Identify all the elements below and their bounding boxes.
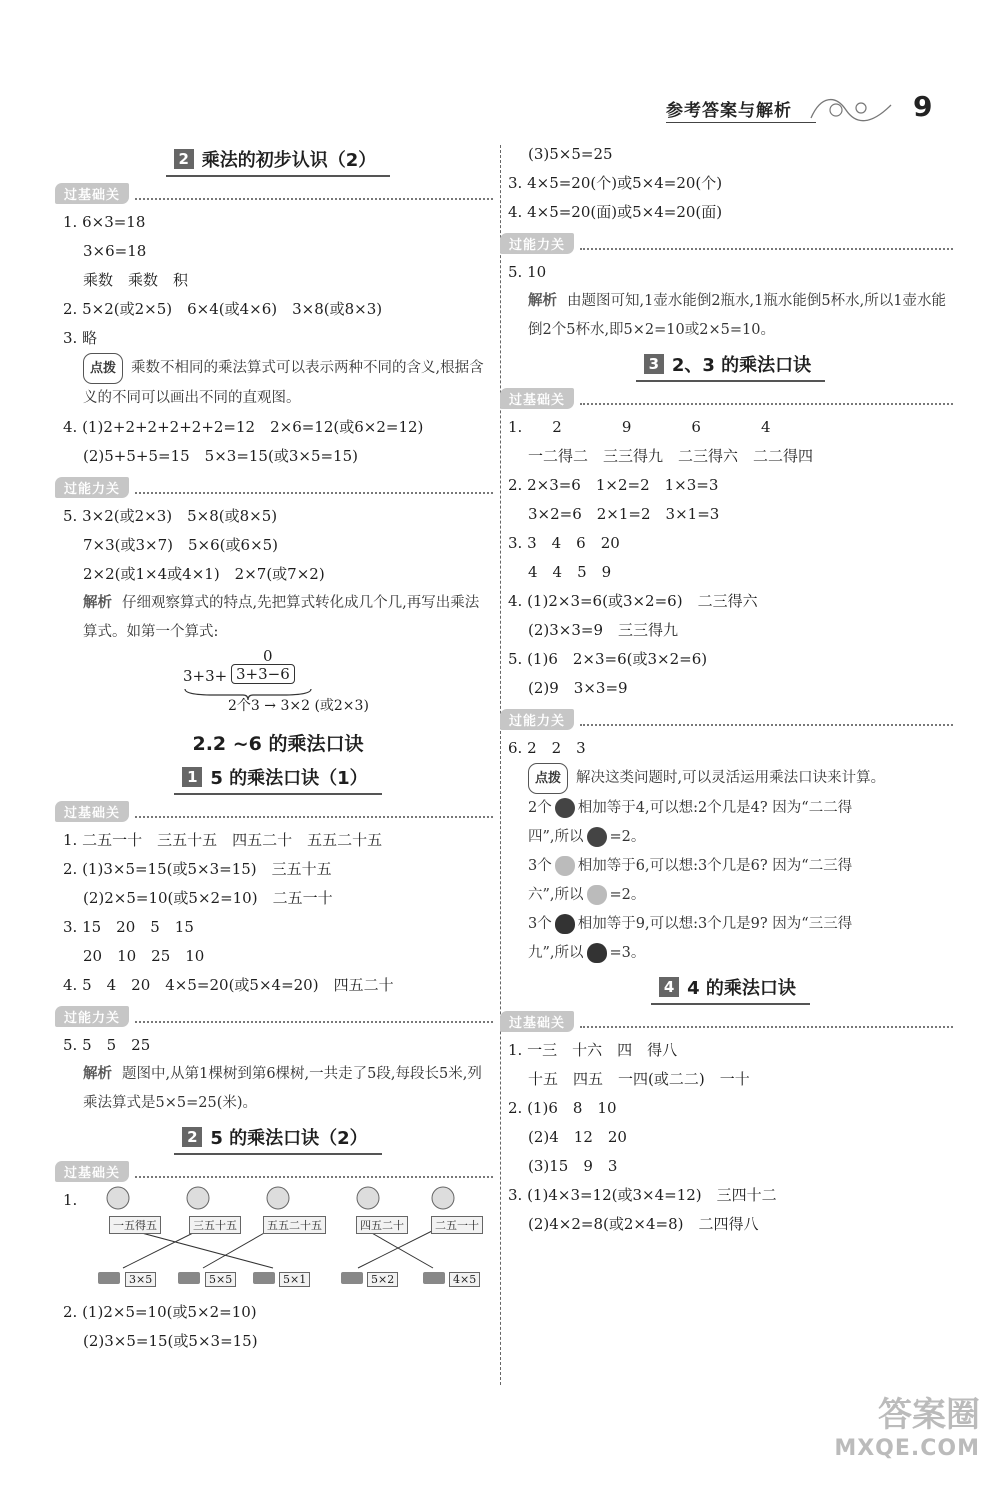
match-card: 四五二十 [356, 1216, 408, 1234]
expression-figure [63, 647, 493, 719]
answer-line: 3. 略 [63, 329, 98, 347]
decoration-icon [806, 90, 896, 124]
answer-line: 2. 2×3=6 1×2=2 1×3=3 [508, 476, 719, 494]
section-title: 1 5 的乘法口诀（1） [63, 762, 493, 795]
pencil-tip-icon: 点拨 [83, 353, 123, 384]
ability-tag: 过能力关 [55, 1006, 493, 1027]
section-number: 2 [174, 149, 194, 169]
question-number: 1. [63, 1191, 78, 1209]
header-rule [666, 122, 816, 123]
answer-line: 1. 二五一十 三五十五 四五二十 五五二十五 [63, 831, 383, 849]
answer-line: 4 4 5 9 [528, 563, 612, 581]
answer-line: 5. 10 [508, 263, 547, 281]
answer-line: 2. (1)3×5=15(或5×3=15) 三五十五 [63, 860, 332, 878]
answer-line: 5. 5 5 25 [63, 1036, 151, 1054]
answer-line: 4. (1)2+2+2+2+2+2=12 2×6=12(或6×2=12) [63, 418, 424, 436]
section-title: 3 2、3 的乘法口诀 [508, 349, 953, 382]
answer-line: (3)15 9 3 [528, 1157, 618, 1175]
answer-line: (2)4×2=8(或2×4=8) 二四得八 [528, 1215, 759, 1233]
answer-line: 7×3(或3×7) 5×6(或6×5) [83, 536, 279, 554]
answer-line: 3×2=6 2×1=2 3×1=3 [528, 505, 720, 523]
answer-line: 1. 6×3=18 [63, 213, 146, 231]
section-title [63, 144, 493, 177]
section-title-text: 乘法的初步认识（2） [201, 150, 377, 171]
right-column [508, 140, 953, 1239]
answer-line: 20 10 25 10 [83, 947, 205, 965]
page-number: 9 [913, 90, 933, 123]
pear-icon [587, 885, 607, 905]
match-tool-label: 5×5 [205, 1272, 236, 1287]
answer-line: (2)2×5=10(或5×2=10) 二五一十 [83, 889, 333, 907]
answer-line: 1. 2 9 6 4 [508, 418, 771, 436]
match-tool-label: 4×5 [449, 1272, 480, 1287]
answer-line: 4. 5 4 20 4×5=20(或5×4=20) 四五二十 [63, 976, 394, 994]
matching-figure [63, 1186, 493, 1298]
strawberry-icon [555, 914, 575, 934]
answer-line: (3)5×5=25 [528, 145, 613, 163]
match-tool-label: 5×1 [279, 1272, 310, 1287]
answer-line: (2)3×3=9 三三得九 [528, 621, 679, 639]
answer-line: 4. (1)2×3=6(或3×2=6) 二三得六 [508, 592, 758, 610]
answer-line: 3. (1)4×3=12(或3×4=12) 三四十二 [508, 1186, 777, 1204]
basic-tag: 过基础关 [500, 388, 953, 409]
apple-icon [587, 827, 607, 847]
answer-line: 1. 一三 十六 四 得八 [508, 1041, 678, 1059]
answer-line: 十五 四五 一四(或二二) 一十 [528, 1070, 750, 1088]
answer-line: 2×2(或1×4或4×1) 2×7(或7×2) [83, 565, 325, 583]
answer-line: 2. (1)6 8 10 [508, 1099, 617, 1117]
answer-line: 2. (1)2×5=10(或5×2=10) [63, 1303, 257, 1321]
watermark [834, 1387, 980, 1461]
chapter-title: 2.2 ~6 的乘法口诀 [192, 733, 364, 755]
match-card: 二五一十 [431, 1216, 483, 1234]
explanation: 解析 由题图可知,1壶水能倒2瓶水,1瓶水能倒5杯水,所以1壶水能倒2个5杯水,即5×2=10或2×5=10。 [528, 293, 946, 338]
answer-line: (2)3×5=15(或5×3=15) [83, 1332, 258, 1350]
watermark-en: MXQE.COM [834, 1436, 980, 1461]
answer-line: 5. (1)6 2×3=6(或3×2=6) [508, 650, 708, 668]
basic-tag: 过基础关 [55, 183, 493, 204]
ability-tag: 过能力关 [500, 709, 953, 730]
strawberry-icon [587, 943, 607, 963]
answer-line: 6. 2 2 3 [508, 739, 586, 757]
answer-line: 3×6=18 [83, 242, 147, 260]
ability-tag: 过能力关 [55, 477, 493, 498]
left-column [63, 140, 493, 1356]
figure-box: 3+3−6 [231, 664, 295, 684]
answer-line: 3. 3 4 6 20 [508, 534, 620, 552]
pear-icon [555, 856, 575, 876]
answer-line: (2)5+5+5=15 5×3=15(或3×5=15) [83, 447, 358, 465]
header-label: 参考答案与解析 [666, 101, 792, 121]
answer-line: 5. 3×2(或2×3) 5×8(或8×5) [63, 507, 278, 525]
pencil-tip-icon: 点拨 [528, 763, 568, 794]
figure-zero: 0 [263, 647, 273, 665]
answer-line: (2)4 12 20 [528, 1128, 627, 1146]
answer-line: 3. 15 20 5 15 [63, 918, 194, 936]
basic-tag: 过基础关 [55, 1161, 493, 1182]
basic-tag: 过基础关 [55, 801, 493, 822]
match-card: 五五二十五 [263, 1216, 326, 1234]
apple-icon [555, 798, 575, 818]
match-card: 一五得五 [109, 1216, 161, 1234]
answer-line: 2. 5×2(或2×5) 6×4(或4×6) 3×8(或8×3) [63, 300, 383, 318]
explanation: 解析 仔细观察算式的特点,先把算式转化成几个几,再写出乘法算式。如第一个算式: [83, 595, 480, 640]
figure-left: 3+3+ [183, 667, 228, 685]
match-tool-label: 5×2 [367, 1272, 398, 1287]
column-divider [500, 145, 501, 1385]
section-title: 2 5 的乘法口诀（2） [63, 1122, 493, 1155]
figure-under: 2个3 → 3×2 (或2×3) [228, 698, 369, 714]
answer-line: 3. 4×5=20(个)或5×4=20(个) [508, 174, 723, 192]
tip-note: 点拨 乘数不相同的乘法算式可以表示两种不同的含义,根据含义的不同可以画出不同的直观图。 [63, 353, 493, 413]
answer-line: (2)9 3×3=9 [528, 679, 628, 697]
section-title: 4 4 的乘法口诀 [508, 972, 953, 1005]
match-card: 三五十五 [189, 1216, 241, 1234]
explanation: 解析 题图中,从第1棵树到第6棵树,一共走了5段,每段长5米,列乘法算式是5×5=25(米)。 [83, 1066, 482, 1111]
watermark-cn: 答案圈 [878, 1395, 980, 1435]
answer-line: 一二得二 三三得九 二三得六 二二得四 [528, 447, 814, 465]
basic-tag: 过基础关 [500, 1011, 953, 1032]
answer-line: 乘数 乘数 积 [83, 271, 189, 289]
ability-tag: 过能力关 [500, 233, 953, 254]
tip-note: 点拨 解决这类问题时,可以灵活运用乘法口诀来计算。 [508, 763, 953, 794]
fruit-explanation: 2个 相加等于4,可以想:2个几是4? 因为“二二得 四”,所以 =2。 3个 相加等于6,可以想:3个几是6? 因为“二三得 六”,所以 =2。 3个 相加等于9,可以想:3个几是9? 因为“三三得 九”,所以 =3。 [528, 800, 853, 961]
match-tool-label: 3×5 [125, 1272, 156, 1287]
answer-line: 4. 4×5=20(面)或5×4=20(面) [508, 203, 723, 221]
